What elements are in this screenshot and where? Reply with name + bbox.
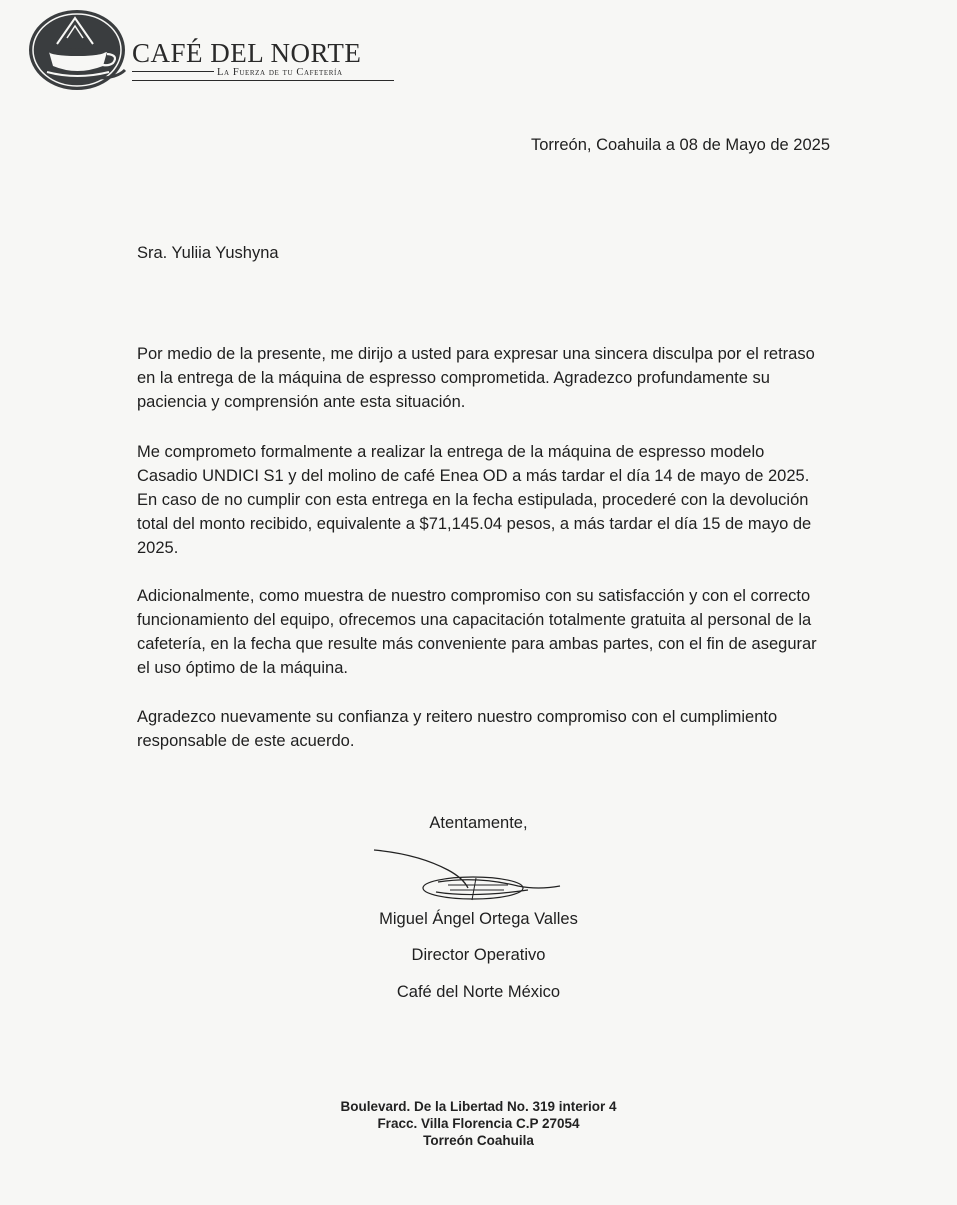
brand-name: CAFÉ DEL NORTE: [132, 38, 362, 68]
company-name: Café del Norte México: [396, 983, 561, 1001]
footer-address-line2: Fracc. Villa Florencia C.P 27054: [377, 1116, 580, 1131]
coffee-cup-logo-icon: [27, 8, 129, 92]
underline-rule: [132, 80, 394, 81]
signer-title: Director Operativo: [411, 946, 546, 964]
footer-address-line1: Boulevard. De la Libertad No. 319 interior 4: [340, 1099, 617, 1114]
valediction: Atentamente,: [429, 814, 528, 832]
signer-name: Miguel Ángel Ortega Valles: [379, 910, 578, 928]
recipient: Sra. Yuliia Yushyna: [137, 244, 279, 262]
tagline-rule: [132, 71, 214, 72]
paragraph-apology: Por medio de la presente, me dirijo a usted para expresar una sincera disculpa por el retraso en la entrega de la máquina de espresso comprometida. Agradezco profundamente su paciencia y comprensión ante esta situación.: [137, 345, 815, 411]
footer-address-line3: Torreón Coahuila: [423, 1133, 534, 1148]
paragraph-thanks: Agradezco nuevamente su confianza y reitero nuestro compromiso con el cumplimiento responsable de este acuerdo.: [137, 708, 778, 750]
paragraph-commitment: Me comprometo formalmente a realizar la entrega de la máquina de espresso modelo Casadio UNDICI S1 y del molino de café Enea OD a más tardar el día 14 de mayo de 2025. En caso de no cumplir con esta entrega en la fecha estipulada, procederé con la devolución total del monto recibido, equivalente a $71,145.04 pesos, a más tardar el día 15 de mayo de 2025.: [137, 443, 812, 557]
date-line: Torreón, Coahuila a 08 de Mayo de 2025: [530, 136, 830, 154]
company-logo: [27, 8, 407, 92]
paragraph-training: Adicionalmente, como muestra de nuestro compromiso con su satisfacción y con el correcto funcionamiento del equipo, ofrecemos una capacitación totalmente gratuita al personal de la cafetería, en la fecha que resulte más conveniente para ambas partes, con el fin de asegurar el uso óptimo de la máquina.: [137, 587, 817, 677]
handwritten-signature: [368, 840, 568, 910]
brand-tagline: La Fuerza de tu Cafetería: [217, 67, 343, 78]
